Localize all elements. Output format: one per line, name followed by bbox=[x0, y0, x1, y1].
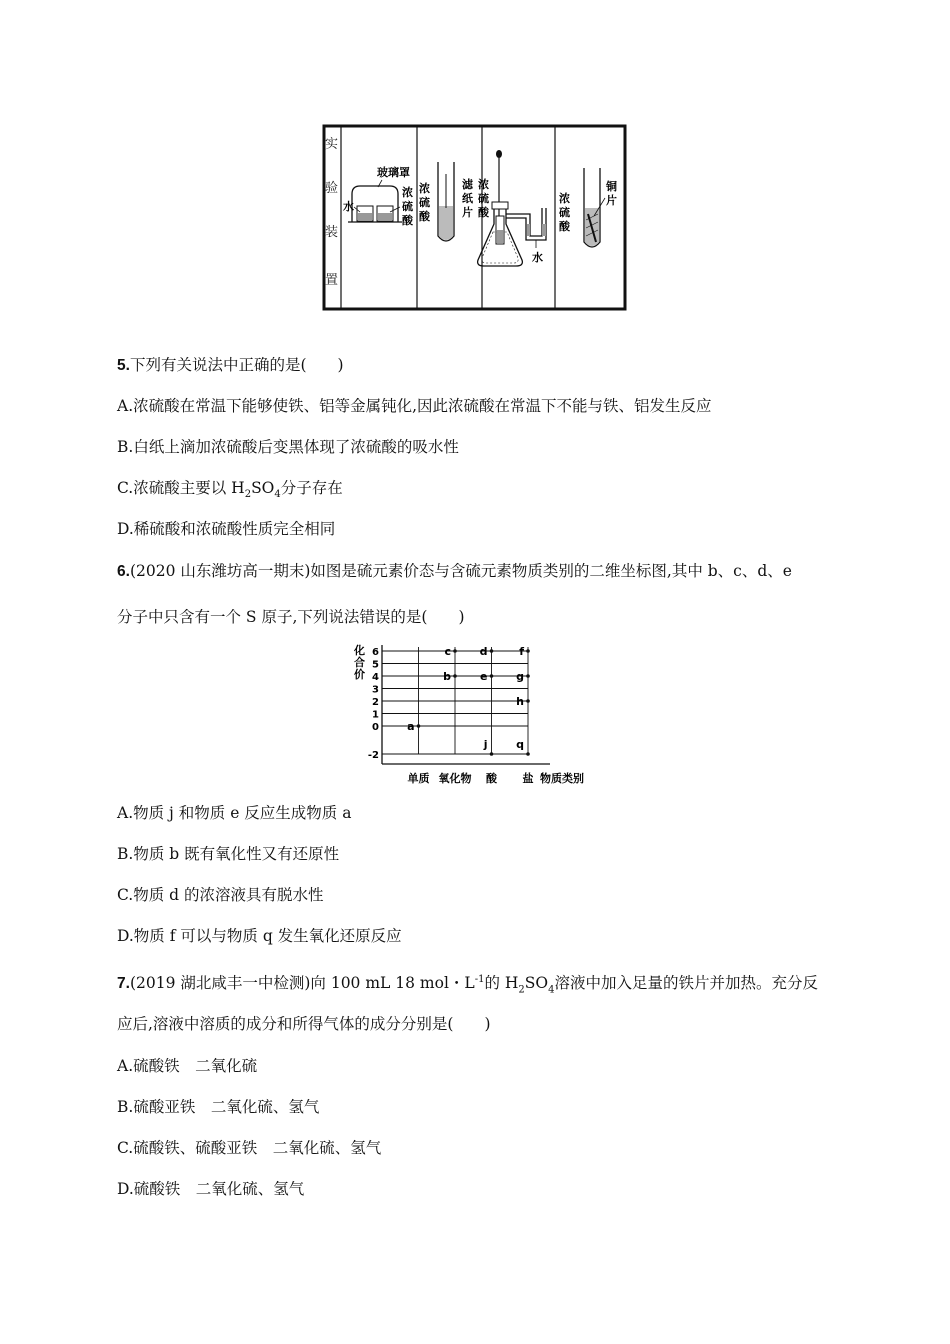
filter-paper-label-b: 纸 bbox=[462, 192, 473, 205]
chart-point-h bbox=[526, 699, 530, 703]
beaker-acid bbox=[378, 213, 392, 221]
glass-cover-label: 玻璃罩 bbox=[377, 166, 410, 179]
glass-cover-apparatus bbox=[343, 165, 414, 227]
chart-ylabel-char: 合 bbox=[354, 656, 365, 669]
apparatus-figure bbox=[322, 124, 628, 312]
water-label-1: 水 bbox=[343, 200, 354, 213]
chart-ytick-label: -2 bbox=[367, 750, 379, 761]
chart-ytick-label: 2 bbox=[372, 697, 379, 708]
chart-point-label-a: a bbox=[407, 720, 415, 733]
chart-ytick-label: 3 bbox=[372, 684, 379, 696]
q5-option-c-pre: C.浓硫酸主要以 H bbox=[117, 479, 245, 497]
q6-line1-text: (2020 山东潍坊高一期末)如图是硫元素价态与含硫元素物质类别的二维坐标图,其中 b、c、d、e bbox=[129, 562, 792, 580]
acid-label-4c: 酸 bbox=[559, 220, 570, 233]
q5-option-b[interactable]: B.白纸上滴加浓硫酸后变黑体现了浓硫酸的吸水性 bbox=[117, 438, 459, 456]
test-tube-acid-apparatus bbox=[419, 162, 454, 241]
acid-label-2b: 硫 bbox=[419, 196, 430, 209]
acid-label-3b: 硫 bbox=[478, 192, 489, 205]
chart-point-label-g: g bbox=[516, 670, 524, 683]
acid-label-4a: 浓 bbox=[559, 192, 570, 205]
q7-stem-line1 bbox=[117, 970, 818, 1000]
q7-line1-pre: (2019 湖北咸丰一中检测)向 100 mL 18 mol・L bbox=[129, 974, 475, 993]
row-label-char-4: 置 bbox=[325, 273, 339, 288]
q7-option-c[interactable]: C.硫酸铁、硫酸亚铁 二氧化硫、氢气 bbox=[117, 1139, 382, 1157]
chart-point-c bbox=[453, 649, 457, 653]
q6-option-d[interactable]: D.物质 f 可以与物质 q 发生氧化还原反应 bbox=[117, 927, 402, 945]
chart-point-e bbox=[490, 674, 494, 678]
chart-point-label-b: b bbox=[443, 670, 451, 683]
acid-label-3a: 浓 bbox=[478, 178, 489, 191]
row-label-char-3: 装 bbox=[325, 225, 339, 240]
chart-point-label-h: h bbox=[516, 695, 524, 708]
q6-option-c[interactable]: C.物质 d 的浓溶液具有脱水性 bbox=[117, 886, 324, 904]
valence-category-chart bbox=[352, 642, 602, 790]
chart-ylabel-char: 化 bbox=[354, 644, 365, 657]
acid-label-1b: 硫 bbox=[402, 200, 413, 213]
acid-label-1c: 酸 bbox=[402, 214, 413, 227]
filter-paper-label-a: 滤 bbox=[462, 178, 473, 191]
copper-label-a: 铜 bbox=[606, 180, 617, 193]
q6-stem-line1 bbox=[117, 561, 792, 582]
chart-point-label-q: q bbox=[516, 738, 524, 751]
acid-label-2a: 浓 bbox=[419, 182, 430, 195]
flask-apparatus bbox=[462, 150, 546, 266]
q5-option-a[interactable]: A.浓硫酸在常温下能够使铁、铝等金属钝化,因此浓硫酸在常温下不能与铁、铝发生反应 bbox=[117, 397, 712, 415]
q5-option-d[interactable]: D.稀硫酸和浓硫酸性质完全相同 bbox=[117, 520, 336, 538]
q7-stem-line2: 应后,溶液中溶质的成分和所得气体的成分分别是( ) bbox=[117, 1015, 491, 1033]
row-label-char-1: 实 bbox=[325, 137, 339, 152]
q6-option-a[interactable]: A.物质 j 和物质 e 反应生成物质 a bbox=[117, 804, 352, 822]
q7-line1-mid: 的 H bbox=[484, 974, 519, 993]
copper-label-b: 片 bbox=[606, 194, 617, 207]
chart-category-label: 单质 bbox=[407, 772, 430, 785]
q7-option-d[interactable]: D.硫酸铁 二氧化硫、氢气 bbox=[117, 1180, 305, 1198]
water-label-3: 水 bbox=[532, 251, 543, 264]
chart-point-label-f: f bbox=[519, 645, 524, 658]
chart-point-a bbox=[417, 724, 421, 728]
chart-point-f bbox=[526, 649, 530, 653]
chart-point-label-c: c bbox=[444, 645, 451, 658]
q5-option-c-post: 分子存在 bbox=[280, 479, 343, 497]
q6-number: 6. bbox=[117, 563, 130, 580]
q6-stem-line2: 分子中只含有一个 S 原子,下列说法错误的是( ) bbox=[117, 608, 465, 626]
chart-category-label: 盐 bbox=[522, 772, 534, 785]
filter-paper-label-c: 片 bbox=[462, 206, 473, 219]
chart-point-label-j: j bbox=[483, 738, 488, 751]
row-label-char-2: 验 bbox=[325, 181, 339, 196]
q7-number: 7. bbox=[117, 975, 130, 993]
chart-point-label-e: e bbox=[480, 670, 488, 683]
chart-ylabel-char: 价 bbox=[354, 668, 365, 681]
q5-option-c-sub1: 2 bbox=[244, 489, 252, 501]
apparatus-row-label bbox=[325, 137, 338, 288]
chart-point-b bbox=[453, 674, 457, 678]
chart-ytick-label: 5 bbox=[372, 659, 379, 671]
q7-line1-sub1: 2 bbox=[518, 984, 525, 996]
chart-ytick-label: 4 bbox=[372, 672, 379, 683]
chart-category-label: 酸 bbox=[486, 772, 497, 785]
q7-line1-post: 溶液中加入足量的铁片并加热。充分反 bbox=[554, 974, 818, 993]
acid-label-4b: 硫 bbox=[559, 206, 570, 219]
chart-ytick-label: 0 bbox=[372, 722, 379, 733]
q5-option-c[interactable] bbox=[117, 478, 343, 505]
beaker-water bbox=[358, 213, 372, 221]
q7-line1-sub2: 4 bbox=[548, 984, 555, 996]
q6-option-b[interactable]: B.物质 b 既有氧化性又有还原性 bbox=[117, 845, 340, 863]
chart-point-d bbox=[490, 649, 494, 653]
chart-ytick-label: 6 bbox=[372, 647, 379, 658]
q5-option-c-sub2: 4 bbox=[274, 489, 281, 501]
chart-point-j bbox=[490, 752, 494, 756]
chart-point-q bbox=[526, 752, 530, 756]
q5-option-c-mid: SO bbox=[251, 479, 275, 497]
q7-line1-sup: -1 bbox=[474, 974, 485, 985]
acid-label-1a: 浓 bbox=[402, 186, 413, 199]
q5-stem-text: 下列有关说法中正确的是( ) bbox=[129, 356, 344, 374]
copper-apparatus bbox=[559, 168, 617, 247]
chart-point-g bbox=[526, 674, 530, 678]
chart-point-label-d: d bbox=[479, 645, 488, 658]
q7-option-a[interactable]: A.硫酸铁 二氧化硫 bbox=[117, 1057, 258, 1075]
acid-label-2c: 酸 bbox=[419, 210, 430, 223]
chart-category-label: 氧化物 bbox=[438, 772, 472, 785]
chart-ytick-label: 1 bbox=[372, 709, 379, 721]
q5-number: 5. bbox=[117, 357, 130, 374]
chart-xlabel: 物质类别 bbox=[540, 772, 584, 785]
acid-label-3c: 酸 bbox=[478, 206, 489, 219]
q7-line1-mid2: SO bbox=[524, 974, 549, 993]
q7-option-b[interactable]: B.硫酸亚铁 二氧化硫、氢气 bbox=[117, 1098, 320, 1116]
q5-stem bbox=[117, 355, 344, 376]
